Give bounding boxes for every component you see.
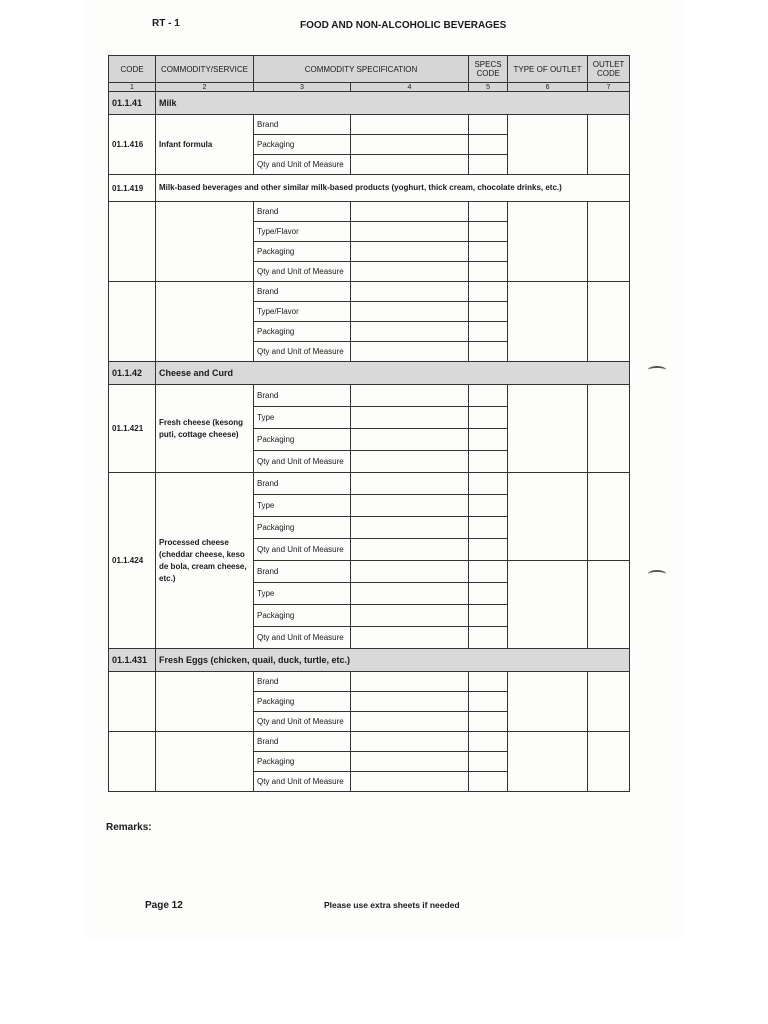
specs-code-field[interactable] (469, 451, 508, 473)
specs-code-field[interactable] (469, 495, 508, 517)
specs-code-field[interactable] (469, 322, 508, 342)
spec-label: Brand (254, 561, 351, 583)
item-code: 01.1.416 (109, 115, 156, 175)
item-name: Fresh cheese (kesong puti, cottage cheese) (156, 385, 254, 473)
specs-code-field[interactable] (469, 385, 508, 407)
specs-code-field[interactable] (469, 539, 508, 561)
item-name-field[interactable] (156, 672, 254, 732)
outlet-type-field[interactable] (508, 115, 588, 175)
spec-value-field[interactable] (351, 605, 469, 627)
group-code: 01.1.431 (109, 649, 156, 672)
binder-hole-mark (648, 366, 666, 374)
spec-value-field[interactable] (351, 772, 469, 792)
specs-code-field[interactable] (469, 473, 508, 495)
outlet-type-field[interactable] (508, 732, 588, 792)
specs-code-field[interactable] (469, 407, 508, 429)
spec-label: Qty and Unit of Measure (254, 342, 351, 362)
spec-label: Packaging (254, 605, 351, 627)
spec-value-field[interactable] (351, 495, 469, 517)
spec-value-field[interactable] (351, 135, 469, 155)
spec-value-field[interactable] (351, 342, 469, 362)
specs-code-field[interactable] (469, 561, 508, 583)
header-code: CODE (109, 56, 156, 83)
page-number: Page 12 (145, 900, 183, 911)
spec-value-field[interactable] (351, 672, 469, 692)
spec-value-field[interactable] (351, 732, 469, 752)
spec-value-field[interactable] (351, 242, 469, 262)
spec-label: Packaging (254, 517, 351, 539)
group-title: Fresh Eggs (chicken, quail, duck, turtle, etc.) (156, 649, 630, 672)
specs-code-field[interactable] (469, 222, 508, 242)
group-row (109, 362, 630, 385)
specs-code-field[interactable] (469, 712, 508, 732)
spec-value-field[interactable] (351, 222, 469, 242)
specs-code-field[interactable] (469, 262, 508, 282)
specs-code-field[interactable] (469, 672, 508, 692)
outlet-type-field[interactable] (508, 202, 588, 282)
group-code: 01.1.42 (109, 362, 156, 385)
group-row (109, 649, 630, 672)
spec-value-field[interactable] (351, 407, 469, 429)
specs-code-field[interactable] (469, 429, 508, 451)
spec-label: Brand (254, 385, 351, 407)
spec-label: Qty and Unit of Measure (254, 155, 351, 175)
spec-label: Packaging (254, 322, 351, 342)
outlet-type-field[interactable] (508, 385, 588, 473)
spec-value-field[interactable] (351, 385, 469, 407)
outlet-type-field[interactable] (508, 672, 588, 732)
spec-value-field[interactable] (351, 282, 469, 302)
item-name: Infant formula (156, 115, 254, 175)
remarks-label: Remarks: (106, 822, 152, 833)
spec-label: Packaging (254, 752, 351, 772)
item-code: 01.1.419 (109, 175, 156, 202)
specs-code-field[interactable] (469, 302, 508, 322)
spec-label: Brand (254, 672, 351, 692)
item-code-field[interactable] (109, 282, 156, 362)
specs-code-field[interactable] (469, 692, 508, 712)
spec-label: Qty and Unit of Measure (254, 627, 351, 649)
outlet-type-field[interactable] (508, 561, 588, 649)
spec-value-field[interactable] (351, 539, 469, 561)
specs-code-field[interactable] (469, 282, 508, 302)
header-outlet-type: TYPE OF OUTLET (508, 56, 588, 83)
specs-code-field[interactable] (469, 202, 508, 222)
specs-code-field[interactable] (469, 242, 508, 262)
item-code-field[interactable] (109, 732, 156, 792)
item-name: Milk-based beverages and other similar milk-based products (yoghurt, thick cream, chocolate drinks, etc.) (156, 175, 630, 202)
spec-label: Packaging (254, 429, 351, 451)
specs-code-field[interactable] (469, 732, 508, 752)
specs-code-field[interactable] (469, 155, 508, 175)
spec-value-field[interactable] (351, 627, 469, 649)
spec-label: Packaging (254, 692, 351, 712)
spec-label: Type (254, 583, 351, 605)
col-number: 7 (588, 83, 630, 92)
outlet-code-field[interactable] (588, 732, 630, 792)
spec-value-field[interactable] (351, 115, 469, 135)
spec-value-field[interactable] (351, 517, 469, 539)
spec-label: Brand (254, 115, 351, 135)
outlet-type-field[interactable] (508, 473, 588, 561)
col-number: 2 (156, 83, 254, 92)
spec-label: Brand (254, 732, 351, 752)
spec-value-field[interactable] (351, 302, 469, 322)
spec-label: Qty and Unit of Measure (254, 451, 351, 473)
item-name-field[interactable] (156, 282, 254, 362)
form-title: FOOD AND NON-ALCOHOLIC BEVERAGES (300, 20, 507, 31)
extra-sheets-note: Please use extra sheets if needed (324, 900, 460, 910)
spec-value-field[interactable] (351, 155, 469, 175)
outlet-code-field[interactable] (588, 385, 630, 473)
item-name-field[interactable] (156, 202, 254, 282)
specs-code-field[interactable] (469, 135, 508, 155)
specs-code-field[interactable] (469, 605, 508, 627)
spec-value-field[interactable] (351, 322, 469, 342)
spec-label: Type/Flavor (254, 222, 351, 242)
col-number: 1 (109, 83, 156, 92)
group-title: Cheese and Curd (156, 362, 630, 385)
spec-label: Packaging (254, 135, 351, 155)
col-number: 3 (254, 83, 351, 92)
specs-code-field[interactable] (469, 752, 508, 772)
col-number: 5 (469, 83, 508, 92)
outlet-type-field[interactable] (508, 282, 588, 362)
outlet-code-field[interactable] (588, 473, 630, 561)
spec-label: Qty and Unit of Measure (254, 772, 351, 792)
item-code-field[interactable] (109, 202, 156, 282)
specs-code-field[interactable] (469, 517, 508, 539)
header-specs-code: SPECS CODE (469, 56, 508, 83)
spec-label: Type/Flavor (254, 302, 351, 322)
header-outlet-code: OUTLET CODE (588, 56, 630, 83)
specs-code-field[interactable] (469, 115, 508, 135)
specs-code-field[interactable] (469, 342, 508, 362)
col-number: 4 (351, 83, 469, 92)
form-code: RT - 1 (152, 18, 180, 29)
spec-label: Qty and Unit of Measure (254, 712, 351, 732)
spec-value-field[interactable] (351, 692, 469, 712)
specs-code-field[interactable] (469, 772, 508, 792)
spec-value-field[interactable] (351, 712, 469, 732)
price-survey-table (108, 55, 630, 792)
spec-label: Packaging (254, 242, 351, 262)
item-code-field[interactable] (109, 672, 156, 732)
group-row (109, 92, 630, 115)
spec-label: Brand (254, 473, 351, 495)
outlet-code-field[interactable] (588, 672, 630, 732)
spec-value-field[interactable] (351, 561, 469, 583)
spec-label: Brand (254, 202, 351, 222)
spec-value-field[interactable] (351, 429, 469, 451)
item-code: 01.1.424 (109, 473, 156, 649)
spec-value-field[interactable] (351, 752, 469, 772)
header-specification: COMMODITY SPECIFICATION (254, 56, 469, 83)
spec-value-field[interactable] (351, 473, 469, 495)
header-commodity: COMMODITY/SERVICE (156, 56, 254, 83)
specs-code-field[interactable] (469, 627, 508, 649)
spec-label: Qty and Unit of Measure (254, 539, 351, 561)
binder-hole-mark (648, 570, 666, 578)
spec-label: Type (254, 495, 351, 517)
spec-label: Type (254, 407, 351, 429)
outlet-code-field[interactable] (588, 561, 630, 649)
spec-value-field[interactable] (351, 583, 469, 605)
item-name: Processed cheese (cheddar cheese, keso de bola, cream cheese, etc.) (156, 473, 254, 649)
outlet-code-field[interactable] (588, 115, 630, 175)
group-code: 01.1.41 (109, 92, 156, 115)
outlet-code-field[interactable] (588, 202, 630, 282)
specs-code-field[interactable] (469, 583, 508, 605)
spec-value-field[interactable] (351, 202, 469, 222)
spec-label: Qty and Unit of Measure (254, 262, 351, 282)
outlet-code-field[interactable] (588, 282, 630, 362)
spec-value-field[interactable] (351, 262, 469, 282)
spec-value-field[interactable] (351, 451, 469, 473)
group-title: Milk (156, 92, 630, 115)
spec-label: Brand (254, 282, 351, 302)
col-number: 6 (508, 83, 588, 92)
item-name-field[interactable] (156, 732, 254, 792)
item-code: 01.1.421 (109, 385, 156, 473)
